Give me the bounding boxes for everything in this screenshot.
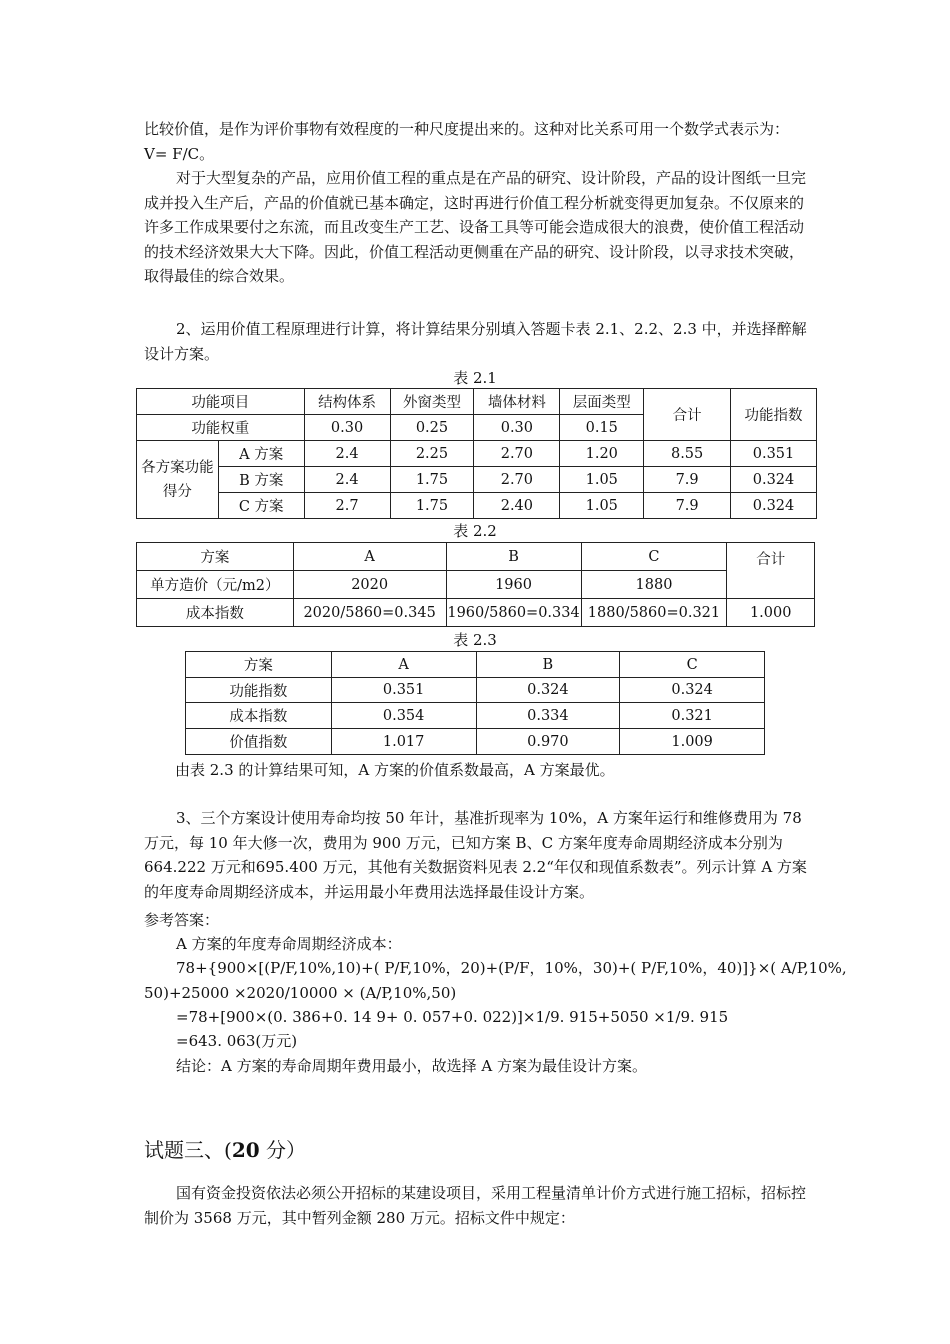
table-2-3 [185, 651, 765, 755]
table-cell: 2.70 [474, 467, 560, 493]
header-plan-a: A [293, 543, 446, 571]
header-function-index: 功能指数 [731, 389, 817, 441]
formula-line-2: 50)+25000 ×2020/10000 × (A/P,10%,50) [144, 984, 457, 1002]
table-2-2-caption: 表 2.2 [453, 522, 497, 540]
table-cell: 0.321 [620, 703, 765, 729]
table-cell: 1.05 [560, 493, 644, 519]
row-label: 成本指数 [186, 703, 332, 729]
header-total: 合计 [644, 389, 731, 441]
table-2-2 [136, 542, 815, 627]
table-cell: 8.55 [644, 441, 731, 467]
row-label: 功能指数 [186, 678, 332, 703]
intro-paragraph-1: 比较价值，是作为评价事物有效程度的一种尺度提出来的。这种对比关系可用一个数学式表示为：V= F/C。 [144, 120, 790, 163]
table-2-3-conclusion: 由表 2.3 的计算结果可知，A 方案的价值系数最高，A 方案最优。 [175, 761, 615, 779]
table-cell: 0.324 [731, 467, 817, 493]
table-cell: 2.4 [304, 441, 390, 467]
row-label: 价值指数 [186, 729, 332, 755]
question-3-text: 3、三个方案设计使用寿命均按 50 年计，基准折现率为 10%，A 方案年运行和维修费用为 78 万元，每 10 年大修一次，费用为 900 万元，已知方案 B、C 方案年度寿命周期经济成本分别为664.222 万元和695.400 万元，其他有关数据资料见表 2.2“年仅和现值系数表”。列示计算 A 方案的年度寿命周期经济成本，并运用最小年费用法选择最佳设计方案。 [144, 809, 807, 901]
header-plan-a: A [331, 652, 476, 678]
group-label: 各方案功能得分 [137, 441, 219, 519]
question-2-text: 2、运用价值工程原理进行计算，将计算结果分别填入答题卡表 2.1、2.2、2.3 中，并选择醉解设计方案。 [144, 320, 807, 363]
header-plan-b: B [476, 652, 620, 678]
table-cell: 0.324 [731, 493, 817, 519]
header-plan: 方案 [137, 543, 294, 571]
table-row [186, 678, 765, 703]
table-cell: 0.30 [304, 415, 390, 441]
table-row [186, 729, 765, 755]
row-label: C 方案 [218, 493, 304, 519]
table-cell: 0.970 [476, 729, 620, 755]
table-2-1-caption: 表 2.1 [453, 369, 497, 387]
table-row [137, 599, 815, 627]
table-cell: 0.351 [331, 678, 476, 703]
table-cell: 1880 [581, 571, 727, 599]
section-title-score: 20 [231, 1138, 260, 1162]
answer-conclusion: 结论：A 方案的寿命周期年费用最小，故选择 A 方案为最佳设计方案。 [176, 1057, 647, 1075]
row-label: A 方案 [218, 441, 304, 467]
header-plan-c: C [581, 543, 727, 571]
reference-answer-label: 参考答案： [144, 911, 220, 929]
table-2-3-caption: 表 2.3 [453, 631, 497, 649]
formula-line-3: =78+[900×(0. 386+0. 14 9+ 0. 057+0. 022)]×1/9. 915+5050 ×1/9. 915 [176, 1008, 729, 1026]
table-cell: 1.05 [560, 467, 644, 493]
table-row [137, 441, 817, 467]
table-cell: 7.9 [644, 493, 731, 519]
table-cell: 2.40 [474, 493, 560, 519]
table-cell: 1960/5860=0.334 [446, 599, 581, 627]
table-row [186, 703, 765, 729]
header-function-item: 功能项目 [137, 389, 305, 415]
table-cell: 1960 [446, 571, 581, 599]
header-plan-c: C [620, 652, 765, 678]
answer-line-1: A 方案的年度寿命周期经济成本： [176, 935, 402, 953]
table-cell: 2.7 [304, 493, 390, 519]
header-window: 外窗类型 [390, 389, 474, 415]
table-cell: 1.75 [390, 493, 474, 519]
row-label: 单方造价（元/m2） [137, 571, 294, 599]
table-cell: 1.20 [560, 441, 644, 467]
row-label: B 方案 [218, 467, 304, 493]
table-cell: 0.354 [331, 703, 476, 729]
header-plan: 方案 [186, 652, 332, 678]
table-cell: 0.334 [476, 703, 620, 729]
table-row [137, 571, 815, 599]
header-wall: 墙体材料 [474, 389, 560, 415]
table-cell: 0.324 [620, 678, 765, 703]
weight-label: 功能权重 [137, 415, 305, 441]
table-cell: 7.9 [644, 467, 731, 493]
table-row [137, 493, 817, 519]
header-total: 合计 [727, 543, 815, 599]
table-cell: 0.324 [476, 678, 620, 703]
header-plan-b: B [446, 543, 581, 571]
table-cell: 0.15 [560, 415, 644, 441]
section-3-intro: 国有资金投资依法必须公开招标的某建设项目，采用工程量清单计价方式进行施工招标，招标控制价为 3568 万元，其中暂列金额 280 万元。招标文件中规定： [144, 1184, 807, 1227]
table-cell: 1.009 [620, 729, 765, 755]
table-cell: 2.4 [304, 467, 390, 493]
formula-line-1: 78+{900×[(P/F,10%,10)+( P/F,10%，20)+(P/F，10%，30)+( P/F,10%，40)]}×( A/P,10%, [176, 959, 847, 977]
intro-paragraph-2: 对于大型复杂的产品，应用价值工程的重点是在产品的研究、设计阶段，产品的设计图纸一旦完成并投入生产后，产品的价值就已基本确定，这时再进行价值工程分析就变得更加复杂。不仅原来的许多工作成果要付之东流，而且改变生产工艺、设备工具等可能会造成很大的浪费，使价值工程活动的技术经济效果大大下降。因此，价值工程活动更侧重在产品的研究、设计阶段，以寻求技术突破，取得最佳的综合效果。 [144, 169, 807, 285]
header-structure: 结构体系 [304, 389, 390, 415]
table-cell: 1.75 [390, 467, 474, 493]
table-cell: 1.000 [727, 599, 815, 627]
table-row [137, 467, 817, 493]
formula-line-4: =643. 063(万元) [176, 1032, 298, 1050]
table-cell: 2020/5860=0.345 [293, 599, 446, 627]
header-roof: 层面类型 [560, 389, 644, 415]
table-2-1 [136, 388, 817, 519]
table-cell: 0.25 [390, 415, 474, 441]
section-title [144, 1137, 306, 1163]
row-label: 成本指数 [137, 599, 294, 627]
table-cell: 1.017 [331, 729, 476, 755]
section-title-prefix: 试题三、( [144, 1138, 232, 1162]
table-cell: 1880/5860=0.321 [581, 599, 727, 627]
table-cell: 2.25 [390, 441, 474, 467]
table-cell: 0.351 [731, 441, 817, 467]
section-title-suffix: 分） [259, 1138, 307, 1162]
table-cell: 2020 [293, 571, 446, 599]
table-cell: 2.70 [474, 441, 560, 467]
table-cell: 0.30 [474, 415, 560, 441]
